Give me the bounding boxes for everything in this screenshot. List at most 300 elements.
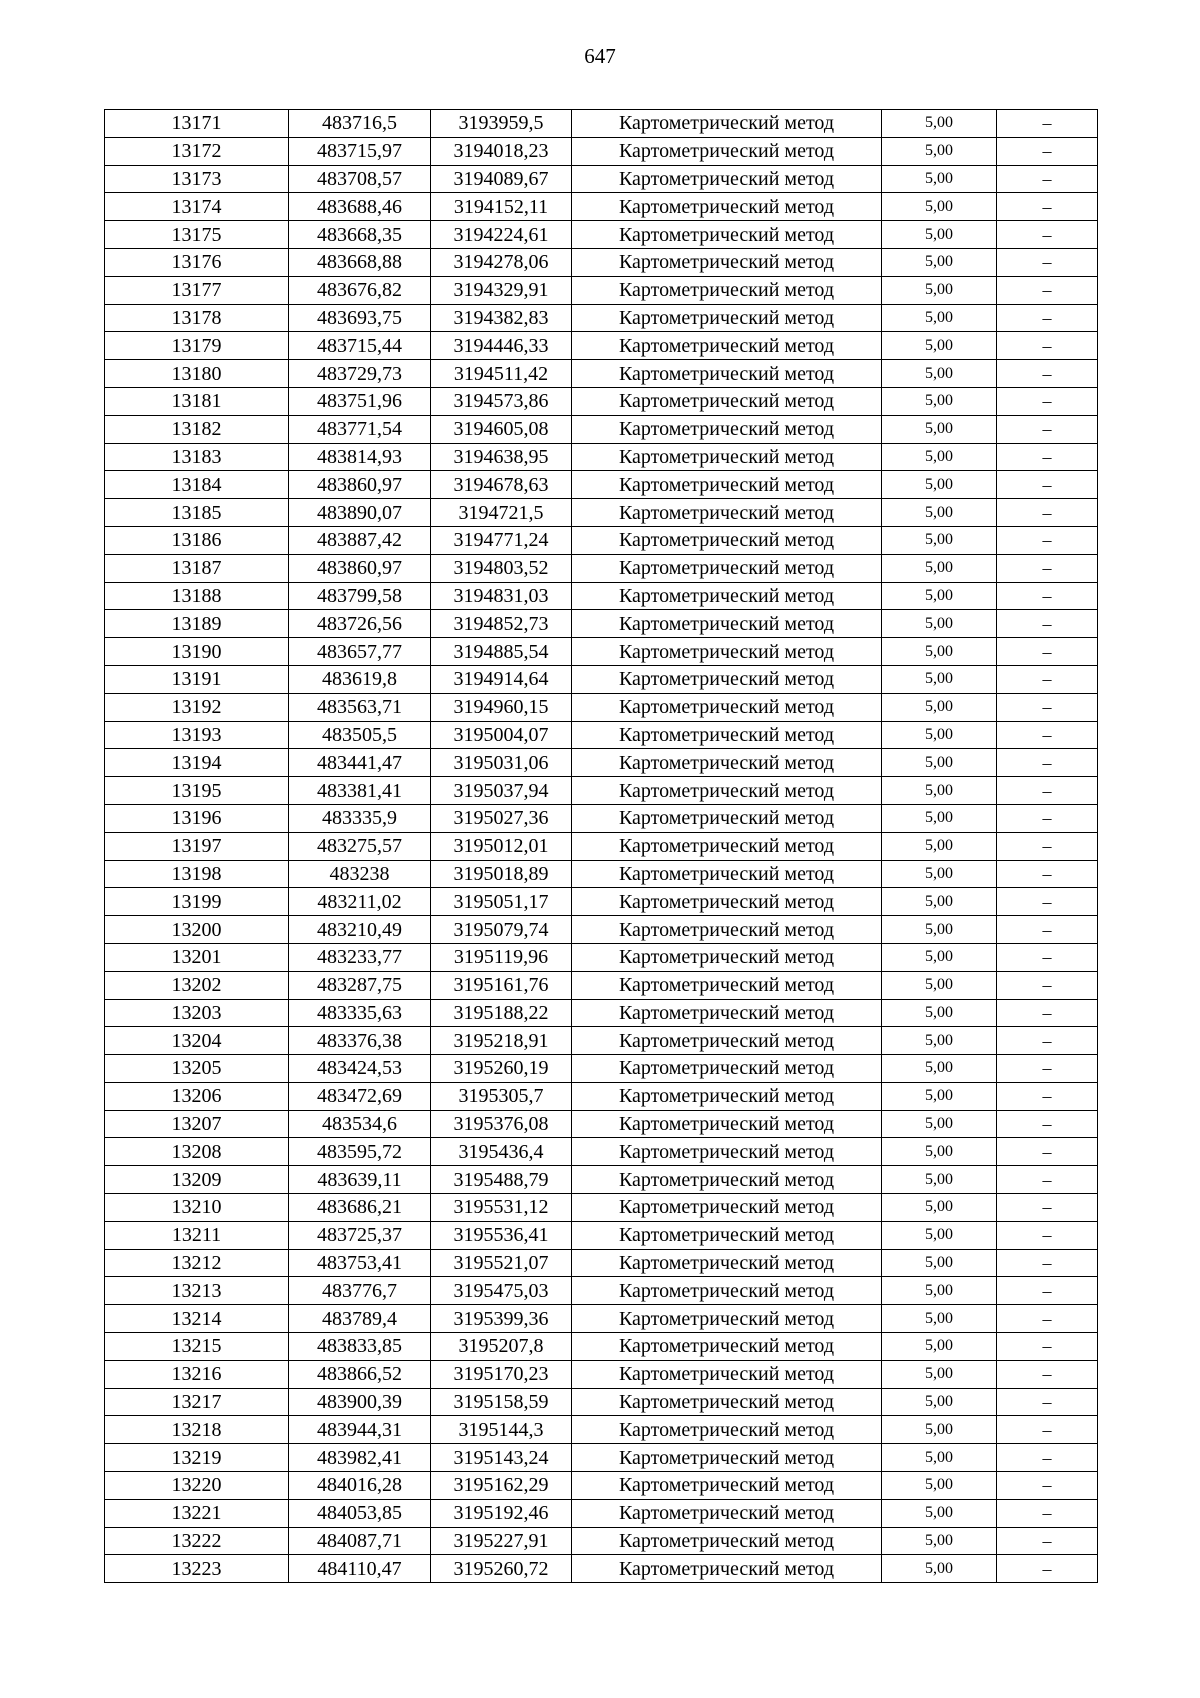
point-number-cell: 13198: [105, 860, 289, 888]
x-coordinate-cell: 483381,41: [289, 777, 431, 805]
x-coordinate-cell: 483982,41: [289, 1444, 431, 1472]
point-number-cell: 13184: [105, 471, 289, 499]
error-cell: 5,00: [882, 943, 997, 971]
description-cell: –: [997, 193, 1098, 221]
point-number-cell: 13196: [105, 804, 289, 832]
table-row: [105, 971, 1098, 999]
table-row: [105, 777, 1098, 805]
description-cell: –: [997, 971, 1098, 999]
x-coordinate-cell: 483751,96: [289, 387, 431, 415]
error-cell: 5,00: [882, 1166, 997, 1194]
x-coordinate-cell: 483866,52: [289, 1360, 431, 1388]
x-coordinate-cell: 483944,31: [289, 1416, 431, 1444]
y-coordinate-cell: 3194152,11: [431, 193, 572, 221]
x-coordinate-cell: 483639,11: [289, 1166, 431, 1194]
error-cell: 5,00: [882, 916, 997, 944]
x-coordinate-cell: 484110,47: [289, 1555, 431, 1583]
method-cell: Картометрический метод: [572, 832, 882, 860]
method-cell: Картометрический метод: [572, 1555, 882, 1583]
table-row: [105, 526, 1098, 554]
table-row: [105, 1444, 1098, 1472]
table-row: [105, 916, 1098, 944]
table-row: [105, 610, 1098, 638]
error-cell: 5,00: [882, 1055, 997, 1083]
error-cell: 5,00: [882, 1527, 997, 1555]
method-cell: Картометрический метод: [572, 1360, 882, 1388]
y-coordinate-cell: 3195051,17: [431, 888, 572, 916]
x-coordinate-cell: 483335,9: [289, 804, 431, 832]
y-coordinate-cell: 3194382,83: [431, 304, 572, 332]
x-coordinate-cell: 483726,56: [289, 610, 431, 638]
x-coordinate-cell: 483657,77: [289, 638, 431, 666]
y-coordinate-cell: 3195170,23: [431, 1360, 572, 1388]
method-cell: Картометрический метод: [572, 193, 882, 221]
description-cell: –: [997, 916, 1098, 944]
method-cell: Картометрический метод: [572, 1110, 882, 1138]
description-cell: –: [997, 665, 1098, 693]
method-cell: Картометрический метод: [572, 1444, 882, 1472]
description-cell: –: [997, 1305, 1098, 1333]
method-cell: Картометрический метод: [572, 1166, 882, 1194]
method-cell: Картометрический метод: [572, 610, 882, 638]
table-row: [105, 554, 1098, 582]
method-cell: Картометрический метод: [572, 137, 882, 165]
point-number-cell: 13197: [105, 832, 289, 860]
point-number-cell: 13199: [105, 888, 289, 916]
description-cell: –: [997, 749, 1098, 777]
x-coordinate-cell: 483668,35: [289, 221, 431, 249]
x-coordinate-cell: 483715,97: [289, 137, 431, 165]
error-cell: 5,00: [882, 1194, 997, 1222]
x-coordinate-cell: 483595,72: [289, 1138, 431, 1166]
point-number-cell: 13211: [105, 1221, 289, 1249]
method-cell: Картометрический метод: [572, 415, 882, 443]
x-coordinate-cell: 483833,85: [289, 1333, 431, 1361]
y-coordinate-cell: 3194960,15: [431, 693, 572, 721]
method-cell: Картометрический метод: [572, 304, 882, 332]
error-cell: 5,00: [882, 471, 997, 499]
x-coordinate-cell: 484053,85: [289, 1499, 431, 1527]
method-cell: Картометрический метод: [572, 1416, 882, 1444]
point-number-cell: 13174: [105, 193, 289, 221]
description-cell: –: [997, 777, 1098, 805]
description-cell: –: [997, 999, 1098, 1027]
point-number-cell: 13202: [105, 971, 289, 999]
x-coordinate-cell: 483275,57: [289, 832, 431, 860]
description-cell: –: [997, 888, 1098, 916]
y-coordinate-cell: 3193959,5: [431, 110, 572, 138]
x-coordinate-cell: 483753,41: [289, 1249, 431, 1277]
point-number-cell: 13171: [105, 110, 289, 138]
error-cell: 5,00: [882, 832, 997, 860]
description-cell: –: [997, 1138, 1098, 1166]
error-cell: 5,00: [882, 499, 997, 527]
description-cell: –: [997, 415, 1098, 443]
table-row: [105, 165, 1098, 193]
table-row: [105, 804, 1098, 832]
point-number-cell: 13220: [105, 1472, 289, 1500]
y-coordinate-cell: 3195161,76: [431, 971, 572, 999]
table-row: [105, 1027, 1098, 1055]
point-number-cell: 13204: [105, 1027, 289, 1055]
error-cell: 5,00: [882, 1221, 997, 1249]
method-cell: Картометрический метод: [572, 916, 882, 944]
table-row: [105, 1388, 1098, 1416]
table-row: [105, 221, 1098, 249]
table-row: [105, 415, 1098, 443]
y-coordinate-cell: 3194511,42: [431, 360, 572, 388]
table-row: [105, 693, 1098, 721]
description-cell: –: [997, 499, 1098, 527]
description-cell: –: [997, 610, 1098, 638]
point-number-cell: 13205: [105, 1055, 289, 1083]
method-cell: Картометрический метод: [572, 526, 882, 554]
method-cell: Картометрический метод: [572, 110, 882, 138]
method-cell: Картометрический метод: [572, 499, 882, 527]
error-cell: 5,00: [882, 1555, 997, 1583]
table-row: [105, 1555, 1098, 1583]
x-coordinate-cell: 483534,6: [289, 1110, 431, 1138]
y-coordinate-cell: 3194278,06: [431, 248, 572, 276]
error-cell: 5,00: [882, 1333, 997, 1361]
method-cell: Картометрический метод: [572, 471, 882, 499]
x-coordinate-cell: 483424,53: [289, 1055, 431, 1083]
description-cell: –: [997, 221, 1098, 249]
description-cell: –: [997, 638, 1098, 666]
y-coordinate-cell: 3195158,59: [431, 1388, 572, 1416]
error-cell: 5,00: [882, 110, 997, 138]
error-cell: 5,00: [882, 443, 997, 471]
method-cell: Картометрический метод: [572, 332, 882, 360]
y-coordinate-cell: 3195436,4: [431, 1138, 572, 1166]
description-cell: –: [997, 137, 1098, 165]
method-cell: Картометрический метод: [572, 1472, 882, 1500]
y-coordinate-cell: 3195031,06: [431, 749, 572, 777]
point-number-cell: 13216: [105, 1360, 289, 1388]
error-cell: 5,00: [882, 165, 997, 193]
table-row: [105, 582, 1098, 610]
description-cell: –: [997, 387, 1098, 415]
error-cell: 5,00: [882, 665, 997, 693]
method-cell: Картометрический метод: [572, 1249, 882, 1277]
error-cell: 5,00: [882, 332, 997, 360]
y-coordinate-cell: 3194089,67: [431, 165, 572, 193]
y-coordinate-cell: 3195162,29: [431, 1472, 572, 1500]
method-cell: Картометрический метод: [572, 999, 882, 1027]
table-row: [105, 638, 1098, 666]
error-cell: 5,00: [882, 582, 997, 610]
point-number-cell: 13215: [105, 1333, 289, 1361]
point-number-cell: 13188: [105, 582, 289, 610]
method-cell: Картометрический метод: [572, 665, 882, 693]
table-row: [105, 1194, 1098, 1222]
point-number-cell: 13208: [105, 1138, 289, 1166]
error-cell: 5,00: [882, 304, 997, 332]
table-row: [105, 721, 1098, 749]
method-cell: Картометрический метод: [572, 1305, 882, 1333]
x-coordinate-cell: 483715,44: [289, 332, 431, 360]
description-cell: –: [997, 1221, 1098, 1249]
description-cell: –: [997, 943, 1098, 971]
x-coordinate-cell: 483688,46: [289, 193, 431, 221]
y-coordinate-cell: 3195260,72: [431, 1555, 572, 1583]
x-coordinate-cell: 483441,47: [289, 749, 431, 777]
method-cell: Картометрический метод: [572, 777, 882, 805]
table-row: [105, 193, 1098, 221]
y-coordinate-cell: 3195027,36: [431, 804, 572, 832]
method-cell: Картометрический метод: [572, 1027, 882, 1055]
x-coordinate-cell: 483233,77: [289, 943, 431, 971]
point-number-cell: 13218: [105, 1416, 289, 1444]
table-row: [105, 1360, 1098, 1388]
x-coordinate-cell: 483725,37: [289, 1221, 431, 1249]
description-cell: –: [997, 554, 1098, 582]
table-row: [105, 1527, 1098, 1555]
description-cell: –: [997, 304, 1098, 332]
table-row: [105, 1221, 1098, 1249]
y-coordinate-cell: 3195227,91: [431, 1527, 572, 1555]
y-coordinate-cell: 3194803,52: [431, 554, 572, 582]
y-coordinate-cell: 3195399,36: [431, 1305, 572, 1333]
x-coordinate-cell: 483335,63: [289, 999, 431, 1027]
description-cell: –: [997, 832, 1098, 860]
table-row: [105, 248, 1098, 276]
table-row: [105, 1305, 1098, 1333]
error-cell: 5,00: [882, 693, 997, 721]
point-number-cell: 13210: [105, 1194, 289, 1222]
error-cell: 5,00: [882, 777, 997, 805]
method-cell: Картометрический метод: [572, 165, 882, 193]
point-number-cell: 13209: [105, 1166, 289, 1194]
error-cell: 5,00: [882, 1444, 997, 1472]
point-number-cell: 13206: [105, 1082, 289, 1110]
error-cell: 5,00: [882, 1472, 997, 1500]
coordinates-table-body: [105, 110, 1098, 1583]
table-row: [105, 387, 1098, 415]
y-coordinate-cell: 3195143,24: [431, 1444, 572, 1472]
description-cell: –: [997, 471, 1098, 499]
y-coordinate-cell: 3195037,94: [431, 777, 572, 805]
table-row: [105, 1249, 1098, 1277]
y-coordinate-cell: 3195188,22: [431, 999, 572, 1027]
error-cell: 5,00: [882, 1138, 997, 1166]
method-cell: Картометрический метод: [572, 554, 882, 582]
error-cell: 5,00: [882, 1277, 997, 1305]
point-number-cell: 13201: [105, 943, 289, 971]
method-cell: Картометрический метод: [572, 693, 882, 721]
point-number-cell: 13221: [105, 1499, 289, 1527]
point-number-cell: 13191: [105, 665, 289, 693]
method-cell: Картометрический метод: [572, 1333, 882, 1361]
point-number-cell: 13194: [105, 749, 289, 777]
y-coordinate-cell: 3194573,86: [431, 387, 572, 415]
y-coordinate-cell: 3195004,07: [431, 721, 572, 749]
method-cell: Картометрический метод: [572, 387, 882, 415]
point-number-cell: 13183: [105, 443, 289, 471]
table-row: [105, 749, 1098, 777]
table-row: [105, 360, 1098, 388]
description-cell: –: [997, 1055, 1098, 1083]
error-cell: 5,00: [882, 1416, 997, 1444]
x-coordinate-cell: 484016,28: [289, 1472, 431, 1500]
error-cell: 5,00: [882, 193, 997, 221]
x-coordinate-cell: 483668,88: [289, 248, 431, 276]
point-number-cell: 13177: [105, 276, 289, 304]
y-coordinate-cell: 3194605,08: [431, 415, 572, 443]
table-row: [105, 943, 1098, 971]
point-number-cell: 13190: [105, 638, 289, 666]
y-coordinate-cell: 3194885,54: [431, 638, 572, 666]
point-number-cell: 13178: [105, 304, 289, 332]
description-cell: –: [997, 1249, 1098, 1277]
description-cell: –: [997, 1555, 1098, 1583]
description-cell: –: [997, 1527, 1098, 1555]
x-coordinate-cell: 483814,93: [289, 443, 431, 471]
point-number-cell: 13179: [105, 332, 289, 360]
description-cell: –: [997, 1416, 1098, 1444]
method-cell: Картометрический метод: [572, 1221, 882, 1249]
y-coordinate-cell: 3195376,08: [431, 1110, 572, 1138]
error-cell: 5,00: [882, 276, 997, 304]
description-cell: –: [997, 443, 1098, 471]
y-coordinate-cell: 3195207,8: [431, 1333, 572, 1361]
description-cell: –: [997, 276, 1098, 304]
table-row: [105, 499, 1098, 527]
error-cell: 5,00: [882, 554, 997, 582]
table-row: [105, 1333, 1098, 1361]
description-cell: –: [997, 721, 1098, 749]
y-coordinate-cell: 3195192,46: [431, 1499, 572, 1527]
y-coordinate-cell: 3194914,64: [431, 665, 572, 693]
description-cell: –: [997, 165, 1098, 193]
x-coordinate-cell: 483686,21: [289, 1194, 431, 1222]
y-coordinate-cell: 3195144,3: [431, 1416, 572, 1444]
table-row: [105, 888, 1098, 916]
point-number-cell: 13192: [105, 693, 289, 721]
error-cell: 5,00: [882, 137, 997, 165]
error-cell: 5,00: [882, 221, 997, 249]
x-coordinate-cell: 483860,97: [289, 554, 431, 582]
page-number: 647: [584, 44, 616, 68]
y-coordinate-cell: 3195488,79: [431, 1166, 572, 1194]
point-number-cell: 13187: [105, 554, 289, 582]
x-coordinate-cell: 483860,97: [289, 471, 431, 499]
x-coordinate-cell: 483211,02: [289, 888, 431, 916]
x-coordinate-cell: 483676,82: [289, 276, 431, 304]
point-number-cell: 13219: [105, 1444, 289, 1472]
x-coordinate-cell: 483563,71: [289, 693, 431, 721]
method-cell: Картометрический метод: [572, 1277, 882, 1305]
x-coordinate-cell: 483619,8: [289, 665, 431, 693]
x-coordinate-cell: 483729,73: [289, 360, 431, 388]
method-cell: Картометрический метод: [572, 1082, 882, 1110]
description-cell: –: [997, 1499, 1098, 1527]
point-number-cell: 13200: [105, 916, 289, 944]
y-coordinate-cell: 3194329,91: [431, 276, 572, 304]
table-row: [105, 1416, 1098, 1444]
point-number-cell: 13203: [105, 999, 289, 1027]
error-cell: 5,00: [882, 1082, 997, 1110]
error-cell: 5,00: [882, 860, 997, 888]
description-cell: –: [997, 1166, 1098, 1194]
y-coordinate-cell: 3195475,03: [431, 1277, 572, 1305]
y-coordinate-cell: 3194446,33: [431, 332, 572, 360]
y-coordinate-cell: 3195536,41: [431, 1221, 572, 1249]
method-cell: Картометрический метод: [572, 721, 882, 749]
x-coordinate-cell: 483716,5: [289, 110, 431, 138]
point-number-cell: 13180: [105, 360, 289, 388]
error-cell: 5,00: [882, 721, 997, 749]
error-cell: 5,00: [882, 1360, 997, 1388]
description-cell: –: [997, 1027, 1098, 1055]
x-coordinate-cell: 483887,42: [289, 526, 431, 554]
error-cell: 5,00: [882, 1388, 997, 1416]
table-row: [105, 1166, 1098, 1194]
method-cell: Картометрический метод: [572, 221, 882, 249]
error-cell: 5,00: [882, 526, 997, 554]
table-row: [105, 443, 1098, 471]
y-coordinate-cell: 3194678,63: [431, 471, 572, 499]
x-coordinate-cell: 483505,5: [289, 721, 431, 749]
table-row: [105, 1138, 1098, 1166]
method-cell: Картометрический метод: [572, 248, 882, 276]
point-number-cell: 13223: [105, 1555, 289, 1583]
point-number-cell: 13193: [105, 721, 289, 749]
y-coordinate-cell: 3194018,23: [431, 137, 572, 165]
method-cell: Картометрический метод: [572, 749, 882, 777]
error-cell: 5,00: [882, 1027, 997, 1055]
description-cell: –: [997, 1082, 1098, 1110]
table-row: [105, 332, 1098, 360]
description-cell: –: [997, 1194, 1098, 1222]
y-coordinate-cell: 3194771,24: [431, 526, 572, 554]
method-cell: Картометрический метод: [572, 443, 882, 471]
description-cell: –: [997, 1472, 1098, 1500]
point-number-cell: 13181: [105, 387, 289, 415]
y-coordinate-cell: 3195521,07: [431, 1249, 572, 1277]
point-number-cell: 13172: [105, 137, 289, 165]
method-cell: Картометрический метод: [572, 638, 882, 666]
error-cell: 5,00: [882, 638, 997, 666]
x-coordinate-cell: 483287,75: [289, 971, 431, 999]
description-cell: –: [997, 1388, 1098, 1416]
method-cell: Картометрический метод: [572, 1055, 882, 1083]
point-number-cell: 13173: [105, 165, 289, 193]
y-coordinate-cell: 3194721,5: [431, 499, 572, 527]
y-coordinate-cell: 3195218,91: [431, 1027, 572, 1055]
error-cell: 5,00: [882, 360, 997, 388]
method-cell: Картометрический метод: [572, 1138, 882, 1166]
description-cell: –: [997, 526, 1098, 554]
x-coordinate-cell: 483210,49: [289, 916, 431, 944]
y-coordinate-cell: 3195260,19: [431, 1055, 572, 1083]
table-row: [105, 110, 1098, 138]
description-cell: –: [997, 1360, 1098, 1388]
y-coordinate-cell: 3195119,96: [431, 943, 572, 971]
error-cell: 5,00: [882, 248, 997, 276]
y-coordinate-cell: 3195305,7: [431, 1082, 572, 1110]
point-number-cell: 13222: [105, 1527, 289, 1555]
error-cell: 5,00: [882, 610, 997, 638]
error-cell: 5,00: [882, 1110, 997, 1138]
x-coordinate-cell: 483771,54: [289, 415, 431, 443]
x-coordinate-cell: 483708,57: [289, 165, 431, 193]
x-coordinate-cell: 483238: [289, 860, 431, 888]
point-number-cell: 13175: [105, 221, 289, 249]
error-cell: 5,00: [882, 387, 997, 415]
point-number-cell: 13213: [105, 1277, 289, 1305]
method-cell: Картометрический метод: [572, 804, 882, 832]
